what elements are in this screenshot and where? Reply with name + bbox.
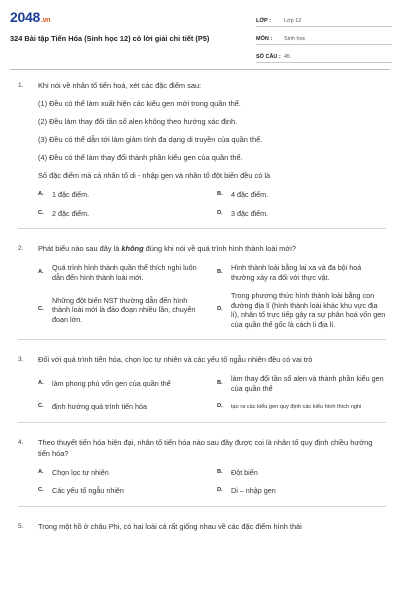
answer-option-d[interactable] [217,209,386,219]
option-label: D. [217,306,223,313]
answer-option-a[interactable] [38,263,207,282]
question-stem: Theo thuyết tiến hóa hiện đại, nhân tố tiến hóa nào sau đây được coi là nhân tố quy định chiều hướng tiến hóa? [38,437,373,458]
option-label: C. [38,403,44,409]
header-divider [10,69,390,70]
question-2 [0,241,400,329]
meta-value: Lớp 12 [284,18,302,24]
answer-option-c[interactable] [38,402,207,412]
option-label: A. [38,379,44,386]
question-divider [18,339,386,340]
question-stem [38,241,386,254]
option-label: B. [217,468,223,475]
meta-label: SỐ CÂU : [256,54,281,60]
question-statement: (4) Đều có thể làm thay đổi thành phần kiểu gen của quần thể. [38,153,243,162]
option-label: D. [217,487,223,493]
answer-option-b[interactable] [217,190,386,200]
answer-option-c[interactable] [38,209,207,219]
answer-option-d[interactable] [217,291,386,329]
answer-option-b[interactable] [217,374,386,393]
answer-option-c[interactable] [38,291,207,329]
question-number: 4. [18,438,24,446]
answer-option-a[interactable] [38,374,207,393]
question-3 [0,352,400,412]
answer-option-b[interactable] [217,263,386,282]
option-label: C. [38,209,44,216]
answer-options [38,374,386,412]
meta-row-class [256,13,392,27]
option-text: 3 đặc điểm. [231,208,269,218]
answer-options [38,263,386,329]
option-text: định hướng quá trình tiến hóa [52,402,148,411]
option-text: 1 đặc điểm. [52,190,90,199]
option-text: tạo ra các kiểu gen quy định các kiểu hình thích nghi [231,403,362,410]
option-text: 2 đặc điểm. [52,208,90,218]
stem-text: Phát biểu nào sau đây là [38,244,122,253]
question-statement: (3) Đều có thể dẫn tới làm giảm tính đa dạng di truyền của quần thể. [38,135,263,144]
meta-info-panel [256,13,392,67]
meta-row-subject [256,31,392,45]
question-stem: Khi nói về nhân tố tiến hoá, xét các đặc điểm sau: [38,81,202,90]
option-label: B. [217,191,223,197]
option-label: C. [38,306,44,313]
option-label: A. [38,468,44,475]
option-text: Di – nhập gen [231,486,276,495]
question-statement: (1) Đều có thể làm xuất hiện các kiểu gen mới trong quần thể. [38,99,241,108]
option-text: 4 đặc điểm. [231,190,269,199]
option-text: Hình thành loài bằng lai xa và đa bội hoá thường xảy ra đối với thực vật. [231,263,362,282]
option-label: A. [38,191,44,197]
logo-main-text: 2048 [10,9,40,25]
answer-option-a[interactable] [38,468,207,478]
stem-text: đúng khi nói về quá trình hình thành loài mới? [143,244,296,253]
option-label: A. [38,268,44,275]
answer-option-b[interactable] [217,468,386,478]
site-logo[interactable] [10,9,50,25]
option-label: C. [38,487,44,493]
meta-label: LỚP : [256,18,271,24]
option-text: Chọn lọc tự nhiên [52,467,109,477]
option-label: B. [217,379,223,386]
answer-options [38,468,386,496]
question-1 [0,78,400,218]
question-number: 5. [18,522,24,530]
question-number: 2. [18,245,24,252]
stem-emphasis: không [121,244,144,253]
question-5 [0,519,400,532]
option-text: làm thay đổi tần số alen và thành phần kiểu gen của quần thể [231,374,384,393]
question-statement: Số đặc điểm mà cả nhân tố di - nhập gen và nhân tố đột biến đều có là [38,171,271,180]
question-statement: (2) Đều làm thay đổi tần số alen không theo hướng xác định. [38,117,238,126]
option-text: làm phong phú vốn gen của quần thể [52,378,171,388]
question-stem: Đối với quá trình tiến hóa, chọn lọc tự nhiên và các yếu tố ngẫu nhiên đều có vai trò [38,355,313,364]
answer-options [38,190,386,218]
question-number: 3. [18,356,24,363]
meta-row-question-count [256,49,392,63]
option-text: Đột biến [231,467,258,477]
question-4 [0,435,400,496]
option-label: D. [217,403,223,409]
option-text: Quá trình hình thành quần thể thích nghi luôn dẫn đến hình thành loài mới. [52,263,197,282]
question-divider [18,228,386,229]
question-number: 1. [18,82,24,89]
option-text: Những đột biến NST thường dẫn đến hình thành loài mới là đảo đoạn nhiều lần, chuyển đoạn lớn. [52,295,196,324]
meta-value: Sinh học [284,36,306,42]
answer-option-d[interactable] [217,486,386,496]
question-divider [18,506,386,507]
question-list [0,78,400,542]
option-label: D. [217,209,223,216]
question-stem: Trong một hồ ở châu Phi, có hai loài cá rất giống nhau về các đặc điểm hình thái [38,521,302,531]
logo-suffix-text: .vn [40,17,51,24]
option-text: Các yếu tố ngẫu nhiên [52,486,124,495]
answer-option-a[interactable] [38,190,207,200]
option-label: B. [217,268,223,275]
document-title: 324 Bài tập Tiến Hóa (Sinh học 12) có lời giải chi tiết (P5) [10,34,210,43]
question-divider [18,422,386,423]
meta-label: MÔN : [256,36,273,42]
answer-option-d[interactable] [217,402,386,412]
option-text: Trong phương thức hình thành loài bằng con đường địa lí (hình thành loài khác khu vực địa lí), nhân tố trực tiếp gây ra sự phân hoá vốn gen của quần thể gốc là cách li địa lí. [231,291,386,329]
answer-option-c[interactable] [38,486,207,496]
meta-value: 45 [284,54,291,60]
